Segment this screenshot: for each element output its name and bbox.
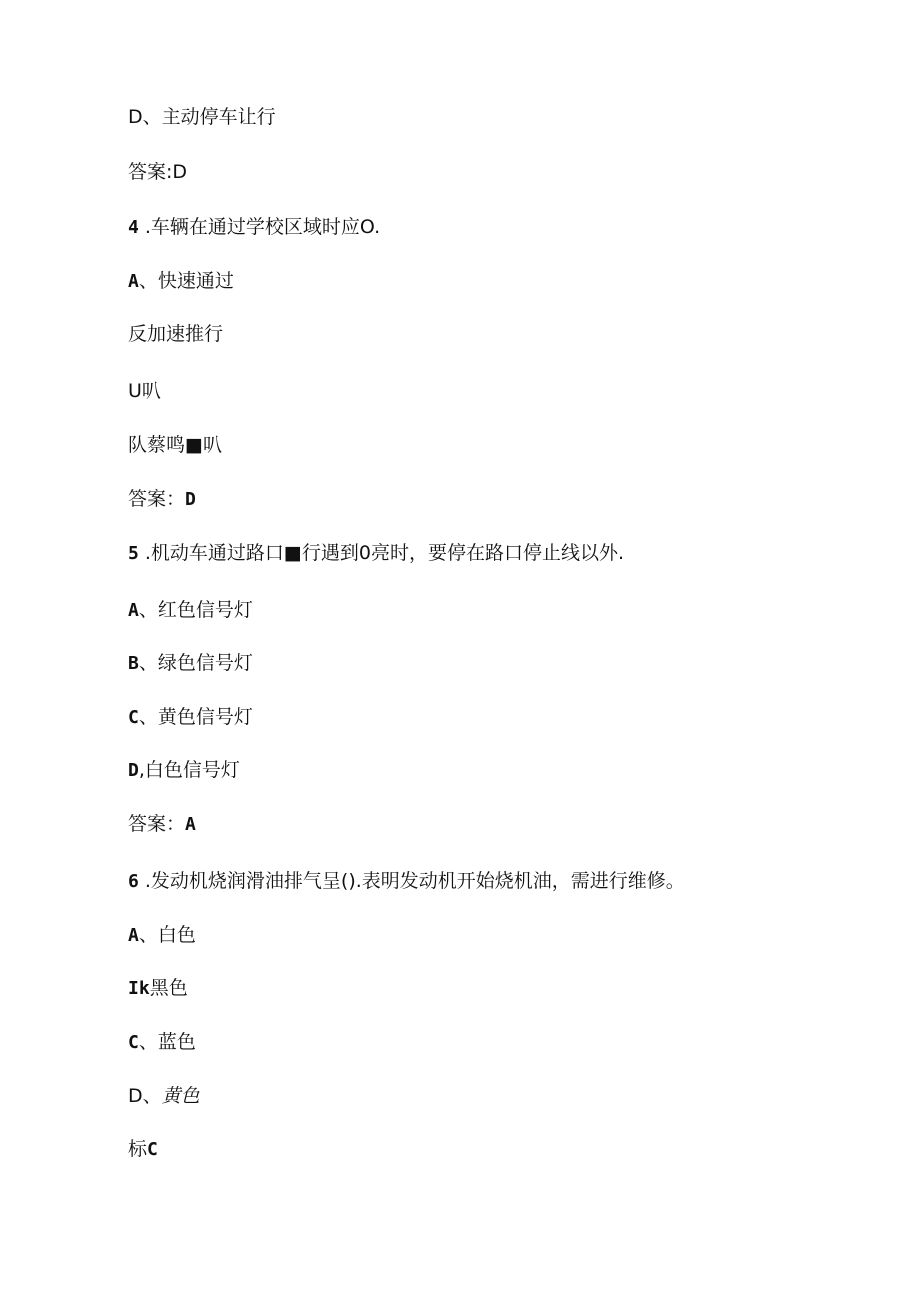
q6-question: 6 .发动机烧润滑油排气呈().表明发动机开始烧机油，需进行维修。 — [128, 870, 685, 892]
q3-option-d: D、主动停车让行 — [128, 106, 276, 128]
q4-option-a: A、快速通过 — [128, 270, 234, 292]
q6-answer: 标C — [128, 1138, 158, 1160]
q6-option-a: A、白色 — [128, 924, 196, 946]
q4-option-d: 队蔡鸣■叭 — [128, 434, 222, 456]
q4-question: 4 .车辆在通过学校区域时应O. — [128, 216, 381, 238]
q5-option-d: D,白色信号灯 — [128, 759, 240, 781]
q6-option-d: D、黄色 — [128, 1085, 200, 1107]
q5-question: 5 .机动车通过路口■行遇到0亮时，要停在路口停止线以外. — [128, 542, 625, 564]
q6-option-b: Ik黑色 — [128, 977, 188, 999]
q6-option-c: C、蓝色 — [128, 1031, 196, 1053]
q4-answer: 答案：D — [128, 488, 196, 510]
q4-option-b: 反加速推行 — [128, 323, 224, 345]
q5-option-b: B、绿色信号灯 — [128, 652, 253, 674]
q5-option-a: A、红色信号灯 — [128, 599, 253, 621]
q4-option-c: U叭 — [128, 380, 161, 402]
q5-option-c: C、黄色信号灯 — [128, 706, 253, 728]
q5-answer: 答案：A — [128, 813, 196, 835]
q3-answer: 答案:D — [128, 161, 188, 183]
